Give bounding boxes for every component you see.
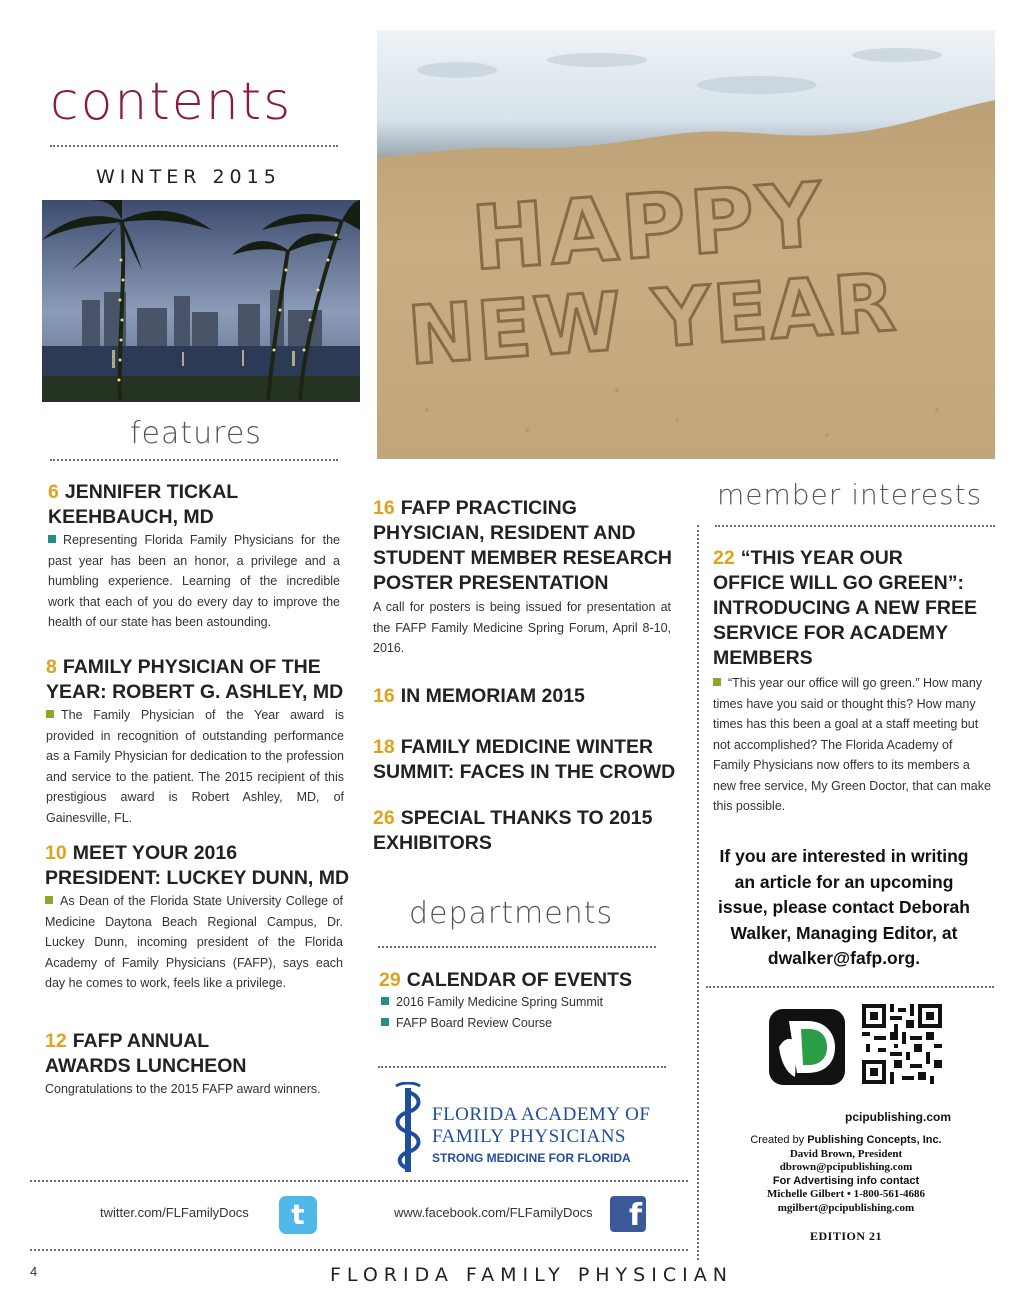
article-summary: Congratulations to the 2015 FAFP award winners. xyxy=(45,1082,321,1096)
departments-heading: departments xyxy=(409,896,614,931)
twitter-icon[interactable]: t xyxy=(279,1196,317,1234)
page-number-ref: 12 xyxy=(45,1030,67,1052)
sand-writing: NEW YEAR xyxy=(404,255,901,383)
bullet-icon xyxy=(381,997,389,1005)
article-summary: Representing Florida Family Physicians for the past year has been an honor, a privilege and a humbling experience. Learning of the incredible work that each of you do every day to improve the health of our state has been astounding. xyxy=(48,533,340,629)
sand-writing: HAPPY xyxy=(468,162,830,291)
article-title[interactable]: 16 FAFP PRACTICING PHYSICIAN, RESIDENT AND STUDENT MEMBER RESEARCH POSTER PRESENTATION xyxy=(373,497,673,594)
divider xyxy=(30,1249,688,1251)
features-heading: features xyxy=(130,416,262,451)
page-number-ref: 8 xyxy=(46,656,57,678)
article-title[interactable]: 10 MEET YOUR 2016 PRESIDENT: LUCKEY DUNN, MD xyxy=(45,842,350,889)
article-title[interactable]: 26 SPECIAL THANKS TO 2015 EXHIBITORS xyxy=(373,807,653,854)
article-title[interactable]: 18 FAMILY MEDICINE WINTER SUMMIT: FACES IN THE CROWD xyxy=(373,736,676,783)
page-number-ref: 16 xyxy=(373,685,395,707)
magazine-name: FLORIDA FAMILY PHYSICIAN xyxy=(330,1264,733,1286)
divider xyxy=(378,946,656,948)
facebook-link[interactable]: www.facebook.com/FLFamilyDocs xyxy=(394,1205,593,1220)
fafp-logo xyxy=(388,1082,658,1174)
article-title[interactable]: 29 CALENDAR OF EVENTS xyxy=(379,969,633,991)
logo-line1: FLORIDA ACADEMY OF xyxy=(432,1104,651,1125)
bullet-icon xyxy=(46,710,54,718)
edition-label: EDITION 21 xyxy=(810,1229,883,1243)
publisher-website[interactable]: pcipublishing.com xyxy=(845,1110,952,1124)
twitter-link[interactable]: twitter.com/FLFamilyDocs xyxy=(100,1205,249,1220)
pci-logo-icon xyxy=(767,1007,847,1087)
divider xyxy=(50,145,338,147)
article-title[interactable]: 22 “THIS YEAR OUR OFFICE WILL GO GREEN”: INTRODUCING A NEW FREE SERVICE FOR ACADEMY MEMBERS xyxy=(713,547,977,669)
column-divider xyxy=(697,525,699,1260)
bullet-icon xyxy=(713,678,721,686)
article-title[interactable]: 16 IN MEMORIAM 2015 xyxy=(373,685,585,707)
article-title[interactable]: 8 FAMILY PHYSICIAN OF THE YEAR: ROBERT G. ASHLEY, MD xyxy=(46,656,344,703)
issue-season: WINTER 2015 xyxy=(96,166,281,188)
page-number-ref: 6 xyxy=(48,481,59,503)
happy-new-year-beach-photo xyxy=(377,30,995,459)
bullet-icon xyxy=(45,896,53,904)
page-number-ref: 22 xyxy=(713,547,735,569)
editor-email[interactable]: dwalker@fafp.org. xyxy=(767,948,921,968)
article-title[interactable]: 12 FAFP ANNUAL AWARDS LUNCHEON xyxy=(45,1030,247,1077)
article-summary: “This year our office will go green.” How many times have you said or thought this? How many times has this been a goal at a staff meeting but not accomplished? The Florida Academy of Family Physicians now offers to its members a new free service, My Green Doctor, that can make this possible. xyxy=(713,676,991,813)
divider xyxy=(50,459,338,461)
qr-code-icon[interactable] xyxy=(862,1004,942,1084)
page-title: contents xyxy=(50,72,293,132)
article-summary: As Dean of the Florida State University College of Medicine Daytona Beach Regional Campus, Dr. Luckey Dunn, incoming president of the Florida Academy of Family Physicians (FAFP), says each day he comes to work, feels like a privilege. xyxy=(45,894,343,990)
palm-trees-photo xyxy=(42,200,360,402)
page-number-ref: 16 xyxy=(373,497,395,519)
article-summary: A call for posters is being issued for presentation at the FAFP Family Medicine Spring Forum, April 8-10, 2016. xyxy=(373,600,671,655)
writing-callout: If you are interested in writing an article for an upcoming issue, please contact Deborah Walker, Managing Editor, at dwalker@fafp.org. xyxy=(704,844,984,972)
divider xyxy=(30,1180,688,1182)
divider xyxy=(378,1066,666,1068)
facebook-icon[interactable]: f xyxy=(610,1196,646,1232)
department-item[interactable]: 2016 Family Medicine Spring Summit xyxy=(381,992,603,1013)
page-number-ref: 26 xyxy=(373,807,395,829)
bullet-icon xyxy=(48,535,56,543)
article-summary: The Family Physician of the Year award is provided in recognition of outstanding performance as a Family Physician for dedication to the profession and service to the patient. The 2015 recipient of this prestigious award is Robert Ashley, MD, of Gainesville, FL. xyxy=(46,708,344,825)
logo-tagline: STRONG MEDICINE FOR FLORIDA xyxy=(432,1151,631,1165)
publisher-credits: Created by Publishing Concepts, Inc. David Brown, President dbrown@pcipublishing.com For Advertising info contact Michelle Gilbert • 1-800-561-4686 mgilbert@pcipublishing.com xyxy=(750,1134,942,1214)
caduceus-icon xyxy=(388,1082,428,1174)
bullet-icon xyxy=(381,1018,389,1026)
divider xyxy=(715,525,995,527)
page-number: 4 xyxy=(30,1264,38,1279)
divider xyxy=(706,986,994,988)
member-interests-heading: member interests xyxy=(717,478,983,511)
department-item[interactable]: FAFP Board Review Course xyxy=(381,1013,552,1034)
article-title[interactable]: 6 JENNIFER TICKAL KEEHBAUCH, MD xyxy=(48,481,239,528)
logo-line2: FAMILY PHYSICIANS xyxy=(432,1126,626,1147)
page-number-ref: 18 xyxy=(373,736,395,758)
page-number-ref: 29 xyxy=(379,969,401,991)
page-number-ref: 10 xyxy=(45,842,67,864)
